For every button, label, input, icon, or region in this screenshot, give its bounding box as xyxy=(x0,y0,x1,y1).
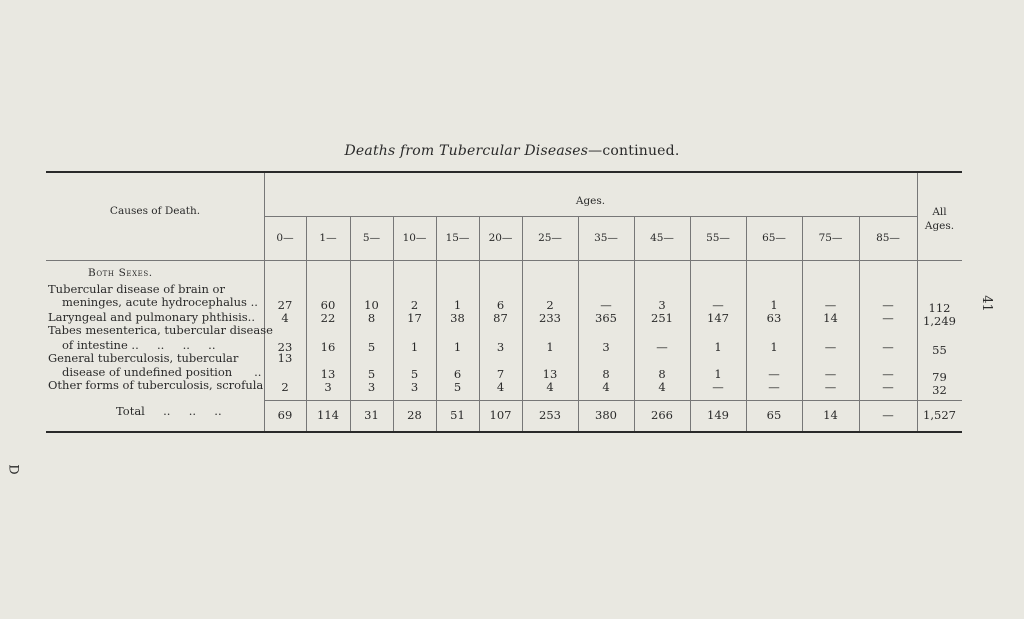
age-group-header: 10— xyxy=(402,232,427,244)
table-cell: — xyxy=(882,340,894,354)
table-cell: 3 xyxy=(367,380,376,394)
table-cell: 6 xyxy=(453,367,462,381)
table-cell: — xyxy=(882,380,894,394)
table-cell: 60 xyxy=(320,298,336,312)
table-cell: 2 xyxy=(281,380,289,394)
ages-subheader-rule xyxy=(264,216,917,217)
cause-label-line: Laryngeal and pulmonary phthisis.. xyxy=(48,310,255,324)
age-group-header: 0— xyxy=(276,232,294,244)
table-cell: 3 xyxy=(496,340,505,354)
age-group-header: 15— xyxy=(445,232,470,244)
total-cell: 1,527 xyxy=(923,408,956,422)
table-cell: 4 xyxy=(602,380,610,394)
age-group-header: 45— xyxy=(650,232,674,244)
table-cell: 5 xyxy=(410,367,419,381)
total-cell: 380 xyxy=(595,408,617,422)
section-label: Both Sexes. xyxy=(88,267,153,279)
table-cell: — xyxy=(882,367,894,381)
total-cell: 14 xyxy=(823,408,838,422)
age-group-header: 5— xyxy=(362,232,381,244)
total-cell: 51 xyxy=(450,408,465,422)
table-cell: 3 xyxy=(658,298,666,312)
table-cell: — xyxy=(824,380,837,394)
table-cell: 13 xyxy=(320,367,336,381)
table-cell: 1 xyxy=(453,298,462,312)
total-cell: 266 xyxy=(651,408,673,422)
table-title: Deaths from Tubercular Diseases—continued. xyxy=(344,143,680,159)
age-group-header: 55— xyxy=(706,232,730,244)
total-cell: — xyxy=(882,408,894,422)
side-page-number: 41 xyxy=(978,295,994,312)
table-cell: 1 xyxy=(770,340,778,354)
table-cell: — xyxy=(824,367,837,381)
causes-header: Causes of Death. xyxy=(109,205,201,217)
table-cell: 233 xyxy=(539,311,561,325)
total-cell: 114 xyxy=(317,408,339,422)
table-cell: 8 xyxy=(658,367,666,381)
table-cell: 8 xyxy=(367,311,376,325)
bottom-rule xyxy=(46,431,962,433)
table-cell: — xyxy=(768,367,780,381)
table-cell: 38 xyxy=(450,311,465,325)
total-cell: 65 xyxy=(766,408,782,422)
table-cell: 112 xyxy=(928,301,951,315)
table-cell: 6 xyxy=(496,298,505,312)
table-cell: 5 xyxy=(453,380,462,394)
table-cell: 147 xyxy=(707,311,729,325)
cause-label-line: General tuberculosis, tubercular xyxy=(48,351,239,365)
table-cell: 4 xyxy=(281,311,289,325)
table-cell: 1 xyxy=(546,340,554,354)
table-cell: — xyxy=(656,340,668,354)
total-cell: 107 xyxy=(489,408,512,422)
table-cell: 251 xyxy=(651,311,673,325)
table-cell: 32 xyxy=(932,383,947,397)
total-cell: 28 xyxy=(407,408,422,422)
age-group-header: 35— xyxy=(594,232,618,244)
table-cell: 87 xyxy=(493,311,508,325)
table-cell: — xyxy=(768,380,780,394)
cause-label-line: meninges, acute hydrocephalus .. xyxy=(62,295,258,309)
total-cell: 253 xyxy=(539,408,561,422)
table-cell: 55 xyxy=(932,343,947,357)
table-cell: — xyxy=(712,380,724,394)
table-cell: 79 xyxy=(932,370,947,384)
table-cell: 7 xyxy=(496,367,505,381)
table-cell: 23 xyxy=(277,340,293,354)
total-cell: 69 xyxy=(277,408,293,422)
cause-label-line: Tabes mesenterica, tubercular disease xyxy=(48,323,273,337)
table-cell: 27 xyxy=(277,298,293,312)
table-cell: 3 xyxy=(410,380,419,394)
total-cell: 149 xyxy=(707,408,729,422)
cause-label-line: Tubercular disease of brain or xyxy=(48,282,225,296)
table-cell: 14 xyxy=(823,311,838,325)
header-bottom-rule xyxy=(46,260,962,261)
table-cell: 1,249 xyxy=(923,314,956,328)
side-letter: D xyxy=(5,464,21,475)
all-ages-header-line2: Ages. xyxy=(924,220,955,232)
table-cell: 1 xyxy=(714,340,722,354)
table-cell: 365 xyxy=(595,311,617,325)
cause-label-line: disease of undefined position .. xyxy=(62,365,262,379)
table-cell: — xyxy=(882,311,894,325)
age-group-header: 25— xyxy=(538,232,562,244)
table-cell: 3 xyxy=(602,340,610,354)
total-top-rule xyxy=(264,400,962,401)
ages-header: Ages. xyxy=(575,195,606,207)
age-group-header: 1— xyxy=(319,232,337,244)
table-cell: 13 xyxy=(277,351,293,365)
table-cell: 5 xyxy=(367,367,376,381)
table-cell: — xyxy=(712,298,724,312)
table-cell: 13 xyxy=(542,367,558,381)
table-cell: 63 xyxy=(766,311,782,325)
table-cell: — xyxy=(600,298,612,312)
age-group-header: 75— xyxy=(818,232,843,244)
table-cell: — xyxy=(882,298,894,312)
table-cell: — xyxy=(824,340,837,354)
table-cell: 1 xyxy=(770,298,778,312)
total-cell: 31 xyxy=(364,408,379,422)
table-cell: 22 xyxy=(320,311,336,325)
table-cell: 8 xyxy=(602,367,610,381)
all-ages-header-line1: All xyxy=(932,206,947,218)
table-cell: 2 xyxy=(410,298,419,312)
cause-label-line: Other forms of tuberculosis, scrofula xyxy=(48,378,264,392)
table-cell: 4 xyxy=(496,380,505,394)
top-rule xyxy=(46,171,962,173)
age-group-header: 65— xyxy=(762,232,786,244)
table-cell: 10 xyxy=(364,298,379,312)
table-cell: 17 xyxy=(407,311,422,325)
table-cell: 16 xyxy=(320,340,336,354)
total-label: Total .. .. .. xyxy=(116,404,222,418)
table-cell: 4 xyxy=(546,380,554,394)
table-cell: — xyxy=(824,298,837,312)
table-cell: 4 xyxy=(658,380,666,394)
cause-label-line: of intestine .. .. .. .. xyxy=(62,338,216,352)
table-cell: 1 xyxy=(453,340,462,354)
age-group-header: 85— xyxy=(876,232,900,244)
table-cell: 5 xyxy=(367,340,376,354)
table-cell: 1 xyxy=(714,367,722,381)
age-group-header: 20— xyxy=(488,232,513,244)
table-cell: 1 xyxy=(410,340,419,354)
table-cell: 2 xyxy=(546,298,554,312)
table-cell: 3 xyxy=(324,380,332,394)
